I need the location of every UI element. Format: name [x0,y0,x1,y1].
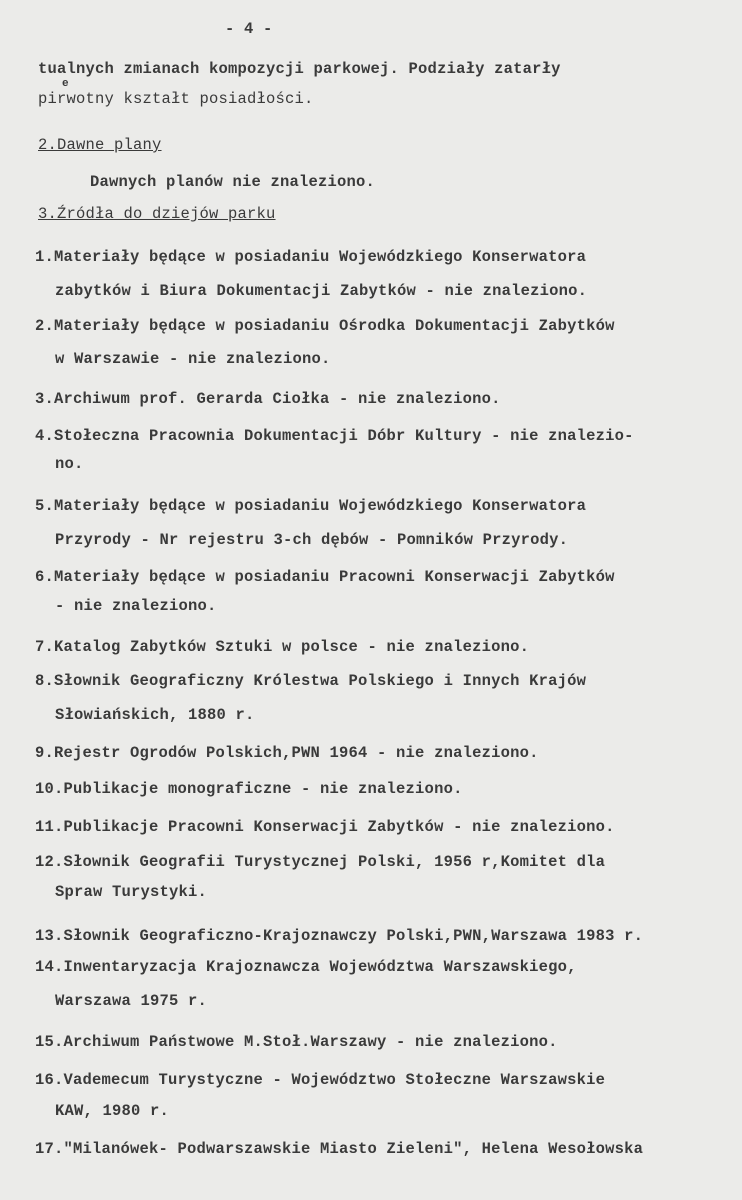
section-heading: 3.Źródła do dziejów parku [38,205,276,223]
page-number: - 4 - [225,20,273,38]
list-item: 1.Materiały będące w posiadaniu Wojewódzkiego Konserwatora [35,248,587,266]
list-item: 12.Słownik Geografii Turystycznej Polski, 1956 r,Komitet dla [35,853,606,871]
list-item: 4.Stołeczna Pracownia Dokumentacji Dóbr Kultury - nie znalezio- [35,427,634,445]
list-item: 2.Materiały będące w posiadaniu Ośrodka Dokumentacji Zabytków [35,317,615,335]
list-item-continuation: w Warszawie - nie znaleziono. [55,350,331,368]
list-item: 6.Materiały będące w posiadaniu Pracowni Konserwacji Zabytków [35,568,615,586]
list-item: 14.Inwentaryzacja Krajoznawcza Województwa Warszawskiego, [35,958,577,976]
list-item-continuation: zabytków i Biura Dokumentacji Zabytków - nie znaleziono. [55,282,588,300]
list-item-continuation: Spraw Turystyki. [55,883,208,901]
list-item: 5.Materiały będące w posiadaniu Wojewódzkiego Konserwatora [35,497,587,515]
handwritten-insert: e [62,78,69,90]
list-item: 13.Słownik Geograficzno-Krajoznawczy Polski,PWN,Warszawa 1983 r. [35,927,644,945]
list-item: 15.Archiwum Państwowe M.Stoł.Warszawy - nie znaleziono. [35,1033,558,1051]
intro-line: tualnych zmianach kompozycji parkowej. Podziały zatarły [38,60,561,78]
list-item: 7.Katalog Zabytków Sztuki w polsce - nie znaleziono. [35,638,530,656]
section-text: Dawnych planów nie znaleziono. [90,173,376,191]
list-item-continuation: Słowiańskich, 1880 r. [55,706,255,724]
list-item-continuation: KAW, 1980 r. [55,1102,170,1120]
list-item: 3.Archiwum prof. Gerarda Ciołka - nie znaleziono. [35,390,501,408]
list-item-continuation: - nie znaleziono. [55,597,217,615]
list-item-continuation: Przyrody - Nr rejestru 3-ch dębów - Pomników Przyrody. [55,531,569,549]
section-heading: 2.Dawne plany [38,136,162,154]
list-item: 10.Publikacje monograficzne - nie znaleziono. [35,780,463,798]
list-item-continuation: no. [55,455,84,473]
list-item-continuation: Warszawa 1975 r. [55,992,208,1010]
list-item: 9.Rejestr Ogrodów Polskich,PWN 1964 - nie znaleziono. [35,744,539,762]
list-item: 16.Vademecum Turystyczne - Województwo Stołeczne Warszawskie [35,1071,606,1089]
intro-line: pirwotny kształt posiadłości. [38,90,314,108]
list-item: 11.Publikacje Pracowni Konserwacji Zabytków - nie znaleziono. [35,818,615,836]
list-item: 17."Milanówek- Podwarszawskie Miasto Zieleni", Helena Wesołowska [35,1140,644,1158]
list-item: 8.Słownik Geograficzny Królestwa Polskiego i Innych Krajów [35,672,587,690]
